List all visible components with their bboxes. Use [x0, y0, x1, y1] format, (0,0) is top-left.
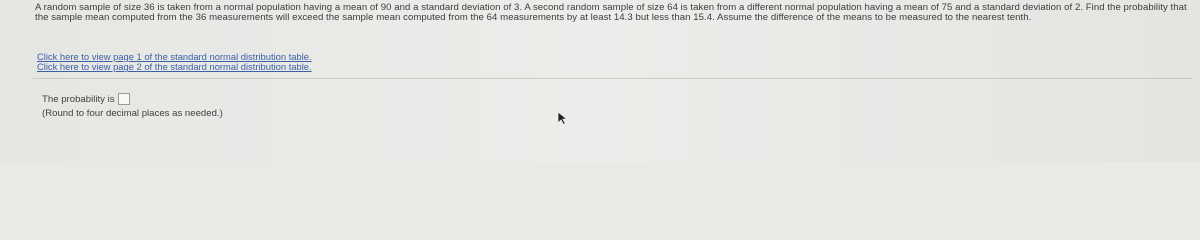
problem-text: A random sample of size 36 is taken from a normal population having a mean of 90 and a standard deviation of 3. A second random sample of size 64 is taken from a different normal population having a mean of 75 and a standard deviation of 2. Find the probability that the sample mean computed from the 36 measurements will exceed the sample mean computed from the 64 measurements by at least 14.3 but less than 15.4. Assume the difference of the means to be measured to the nearest tenth. [35, 2, 1187, 24]
probability-answer-input[interactable] [118, 93, 130, 105]
section-divider [33, 78, 1193, 79]
answer-section [42, 93, 223, 119]
table-links [37, 52, 312, 72]
normal-table-page-2-link[interactable]: Click here to view page 2 of the standard normal distribution table. [37, 61, 312, 73]
answer-prompt: The probability is [42, 93, 115, 105]
problem-statement [35, 3, 1190, 24]
mouse-pointer-icon [557, 111, 569, 125]
normal-table-page-1-link[interactable]: Click here to view page 1 of the standard normal distribution table. [37, 51, 312, 62]
answer-line [42, 93, 223, 105]
rounding-hint: (Round to four decimal places as needed.) [42, 108, 223, 119]
